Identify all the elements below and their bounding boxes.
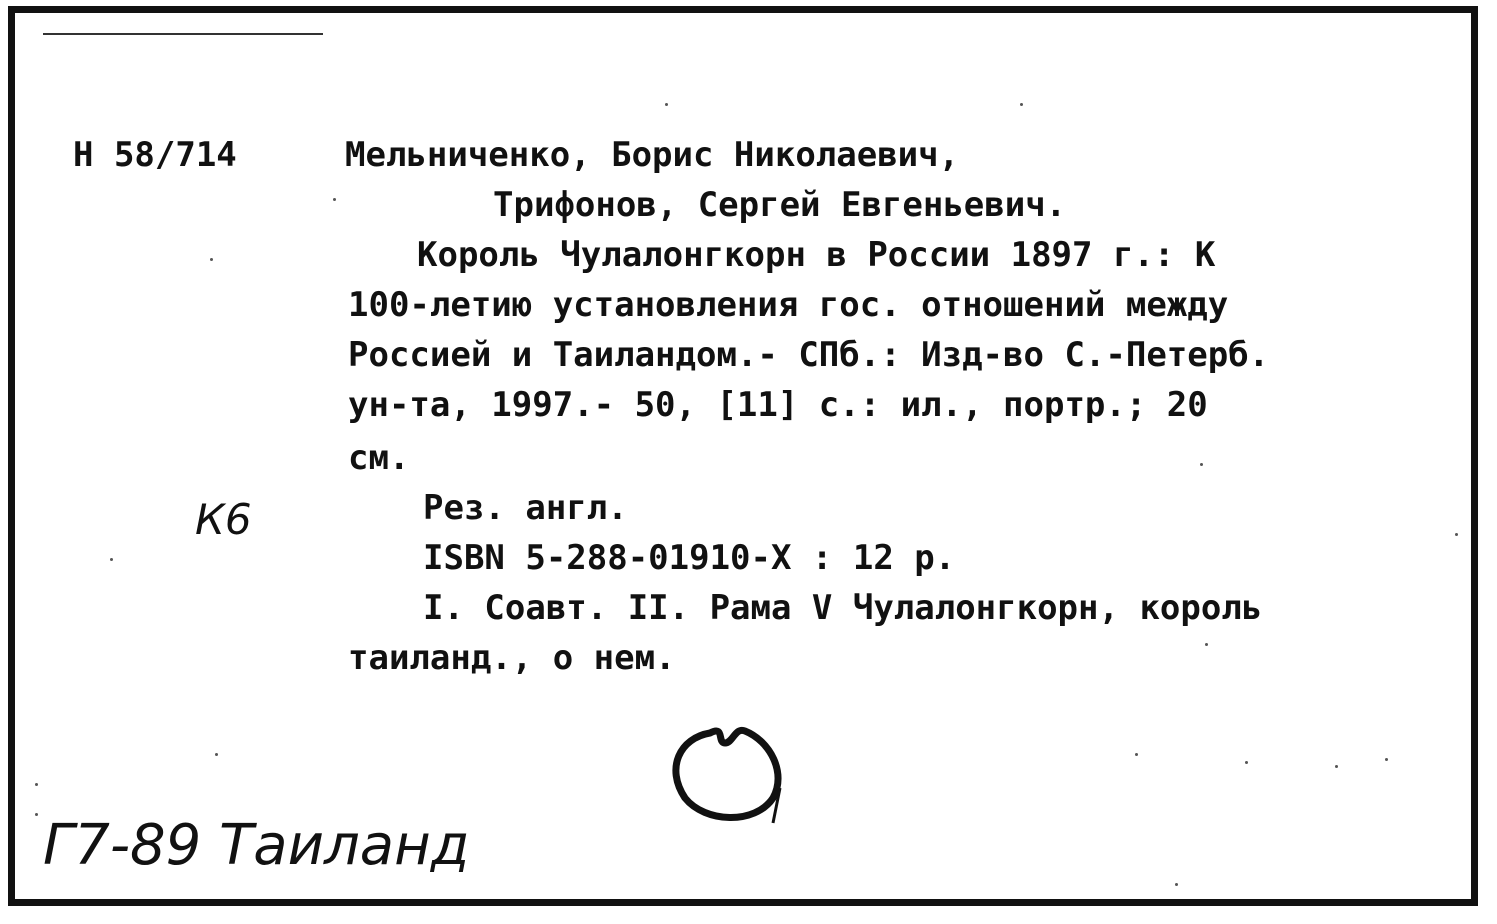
title-line-3: Россией и Таиландом.- СПб.: Изд-во С.-Петерб. [348, 335, 1270, 375]
title-line-2: 100-летию установления гос. отношений между [348, 285, 1229, 325]
handwritten-mark: К6 [195, 495, 252, 544]
title-line-4: ун-та, 1997.- 50, [11] с.: ил., портр.; 20 [348, 385, 1208, 425]
top-rule [43, 33, 323, 35]
catalog-card [8, 6, 1478, 906]
handwritten-classification: Г7-89 Таиланд [43, 813, 470, 878]
summary-note: Рез. англ. [423, 488, 628, 528]
author-line-1: Мельниченко, Борис Николаевич, [345, 135, 960, 175]
circle-stamp [655, 713, 805, 843]
author-line-2: Трифонов, Сергей Евгеньевич. [493, 185, 1067, 225]
isbn-line: ISBN 5-288-01910-X : 12 р. [423, 538, 956, 578]
tracing-line-2: таиланд., о нем. [348, 638, 676, 678]
call-number: Н 58/714 [73, 135, 237, 175]
title-line-5: см. [348, 438, 410, 478]
tracing-line-1: I. Соавт. II. Рама V Чулалонгкорн, король [423, 588, 1263, 628]
title-line-1: Король Чулалонгкорн в России 1897 г.: К [417, 235, 1216, 275]
